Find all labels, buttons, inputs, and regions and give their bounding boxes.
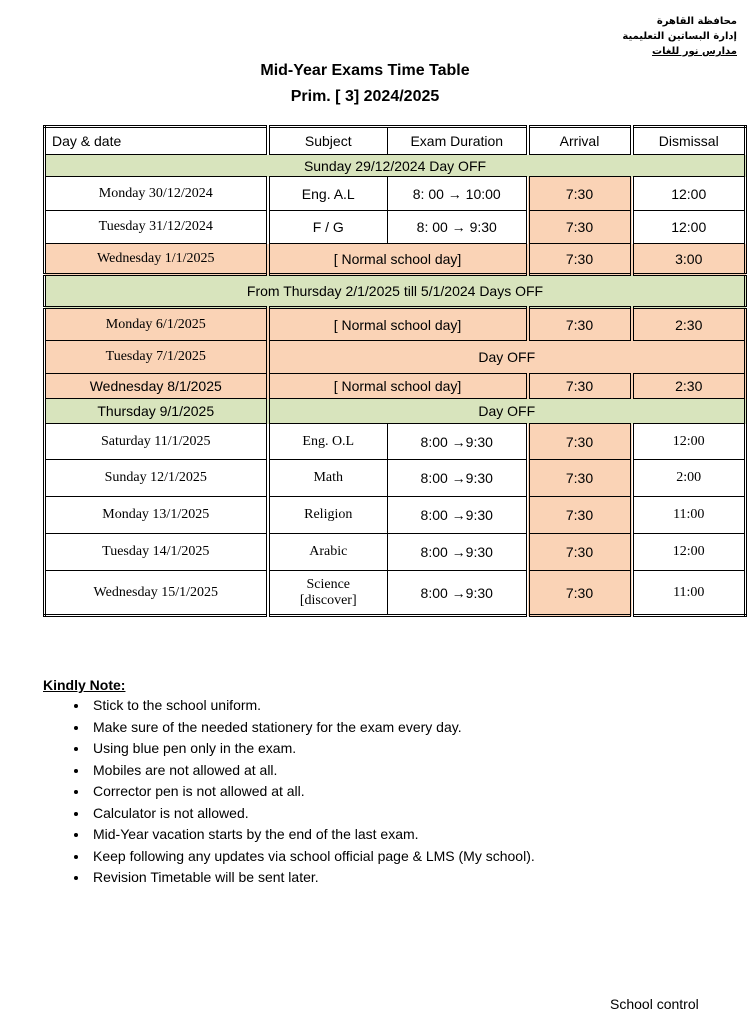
cell-dismissal: 12:00 [632,534,746,571]
cell-subject: Eng. O.L [268,424,388,460]
col-header-dismissal: Dismissal [632,127,746,155]
page-title: Mid-Year Exams Time Table [260,62,470,79]
cell-subject: F / G [268,211,388,244]
table-row [45,155,746,177]
notes-section [43,677,535,889]
cell-subject: Religion [268,497,388,534]
cell-dismissal: 2:00 [632,460,746,497]
col-header-duration: Exam Duration [388,127,528,155]
table-header-row [45,127,746,155]
cell-dismissal: 11:00 [632,497,746,534]
col-header-day: Day & date [45,127,268,155]
page-subtitle: Prim. [ 3] 2024/2025 [290,88,440,105]
cell-arrival: 7:30 [528,571,632,616]
cell-dismissal: 11:00 [632,571,746,616]
signature: School control [610,996,699,1012]
cell-dismissal: 12:00 [632,424,746,460]
subject-line-1: Science [306,576,351,592]
cell-arrival: 7:30 [528,497,632,534]
cell-arrival: 7:30 [528,534,632,571]
cell-arrival: 7:30 [528,424,632,460]
list-item: • Make sure of the needed stationery for the exam every day. [89,717,535,739]
table-row [45,211,746,244]
subject-line-2: [discover] [299,592,357,608]
governorate-line: محافظة القاهرة [656,16,737,27]
cell-day: Wednesday 15/1/2025 [45,571,268,616]
cell-duration: 8:00 →9:30 [388,534,528,571]
cell-arrival: 7:30 [528,211,632,244]
school-name-line: مدارس نور للغات [652,46,737,57]
cell-normal-day: [ Normal school day] [268,308,528,341]
cell-day: Sunday 12/1/2025 [45,460,268,497]
table-row [45,275,746,308]
notes-list [43,695,535,889]
cell-subject: Eng. A.L [268,177,388,211]
administration-line: إدارة البساتين التعليمية [622,31,737,42]
cell-duration: 8:00 →9:30 [388,571,528,616]
days-off-banner: From Thursday 2/1/2025 till 5/1/2024 Days OFF [45,275,746,308]
list-item: • Stick to the school uniform. [89,695,535,717]
table-row [45,424,746,460]
list-item: • Keep following any updates via school official page & LMS (My school). [89,846,535,868]
table-row [45,244,746,275]
list-item: • Mid-Year vacation starts by the end of the last exam. [89,824,535,846]
table-row [45,571,746,616]
cell-arrival: 7:30 [528,460,632,497]
table-row [45,460,746,497]
list-item: • Calculator is not allowed. [89,803,535,825]
cell-day: Thursday 9/1/2025 [45,399,268,424]
table-row [45,399,746,424]
cell-subject [268,571,388,616]
table-row [45,177,746,211]
cell-dismissal: 12:00 [632,177,746,211]
cell-day: Monday 6/1/2025 [45,308,268,341]
cell-dismissal: 2:30 [632,374,746,399]
cell-dismissal: 12:00 [632,211,746,244]
table-row [45,374,746,399]
cell-arrival: 7:30 [528,374,632,399]
cell-day: Tuesday 31/12/2024 [45,211,268,244]
day-off-banner: Sunday 29/12/2024 Day OFF [45,155,746,177]
cell-duration: 8:00 →9:30 [388,424,528,460]
cell-arrival: 7:30 [528,244,632,275]
cell-arrival: 7:30 [528,177,632,211]
cell-day: Tuesday 14/1/2025 [45,534,268,571]
cell-duration: 8:00 →9:30 [388,460,528,497]
cell-normal-day: [ Normal school day] [268,244,528,275]
cell-arrival: 7:30 [528,308,632,341]
list-item: • Corrector pen is not allowed at all. [89,781,535,803]
list-item: • Using blue pen only in the exam. [89,738,535,760]
cell-day-off: Day OFF [268,399,746,424]
table-row [45,534,746,571]
col-header-arrival: Arrival [528,127,632,155]
exam-timetable [43,125,747,617]
cell-subject: Math [268,460,388,497]
cell-subject: Arabic [268,534,388,571]
cell-dismissal: 3:00 [632,244,746,275]
cell-duration: 8: 00 → 10:00 [388,177,528,211]
cell-day: Monday 13/1/2025 [45,497,268,534]
cell-day: Tuesday 7/1/2025 [45,341,268,374]
cell-day: Wednesday 8/1/2025 [45,374,268,399]
list-item: • Mobiles are not allowed at all. [89,760,535,782]
table-row [45,341,746,374]
table-row [45,308,746,341]
col-header-subject: Subject [268,127,388,155]
cell-duration: 8:00 →9:30 [388,497,528,534]
cell-duration: 8: 00 → 9:30 [388,211,528,244]
cell-normal-day: [ Normal school day] [268,374,528,399]
cell-day-off: Day OFF [268,341,746,374]
cell-day: Saturday 11/1/2025 [45,424,268,460]
cell-dismissal: 2:30 [632,308,746,341]
table-row [45,497,746,534]
cell-day: Wednesday 1/1/2025 [45,244,268,275]
cell-day: Monday 30/12/2024 [45,177,268,211]
arabic-letterhead [622,14,737,59]
list-item: • Revision Timetable will be sent later. [89,867,535,889]
notes-heading: Kindly Note: [43,677,126,693]
